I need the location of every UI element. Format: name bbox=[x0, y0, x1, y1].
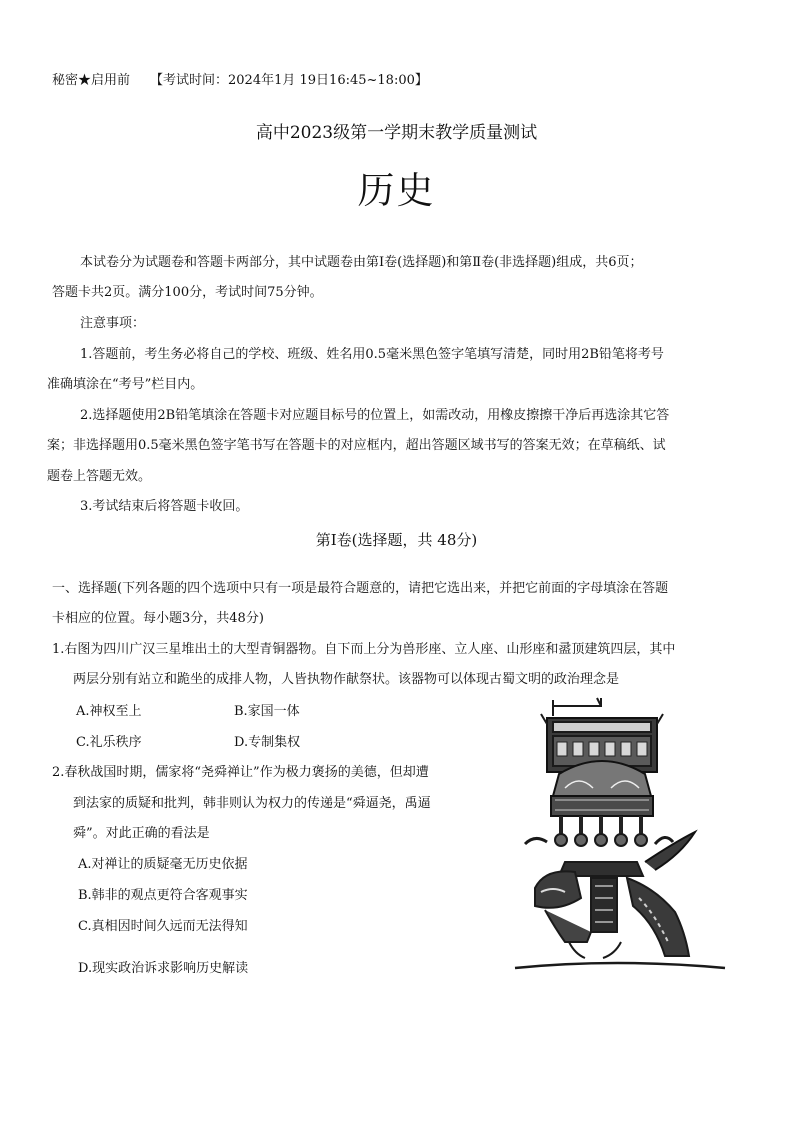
bronze-artifact-image bbox=[505, 692, 731, 976]
q1-option-c: C.礼乐秩序 bbox=[76, 735, 142, 750]
exam-title: 高中2023级第一学期末教学质量测试 bbox=[255, 123, 538, 143]
exam-time: 【考试时间：2024年1月 19日16:45~18:00】 bbox=[150, 73, 428, 88]
q2-option-a: A.对禅让的质疑毫无历史依据 bbox=[78, 857, 248, 872]
q2-option-b: B.韩非的观点更符合客观事实 bbox=[78, 888, 248, 903]
q2-stem-line-1: 2.春秋战国时期，儒家将“尧舜禅让”作为极力褒扬的美德，但却遭 bbox=[52, 765, 429, 780]
q1-option-a: A.神权至上 bbox=[76, 704, 142, 719]
q1-stem-line-1: 1.右图为四川广汉三星堆出土的大型青铜器物。自下而上分为兽形座、立人座、山形座和盝顶建筑四层，其中 bbox=[52, 642, 676, 657]
section-title: 第Ⅰ卷(选择题，共 48分) bbox=[315, 531, 478, 549]
part-instruction-line-2: 卡相应的位置。每小题3分，共48分) bbox=[52, 611, 264, 626]
note-2-line-1: 2.选择题使用2B铅笔填涂在答题卡对应题目标号的位置上，如需改动，用橡皮擦擦干净后再选涂其它答 bbox=[80, 408, 670, 423]
note-3-line-1: 3.考试结束后将答题卡收回。 bbox=[80, 499, 249, 514]
q1-stem-line-2: 两层分别有站立和跪坐的成排人物，人皆执物作献祭状。该器物可以体现古蜀文明的政治理念是 bbox=[73, 672, 620, 687]
q1-option-b: B.家国一体 bbox=[234, 704, 300, 719]
note-1-line-1: 1.答题前，考生务必将自己的学校、班级、姓名用0.5毫米黑色签字笔填写清楚，同时用2B铅笔将考号 bbox=[80, 347, 664, 362]
notes-heading: 注意事项： bbox=[80, 316, 146, 331]
q2-option-c: C.真相因时间久远而无法得知 bbox=[78, 919, 248, 934]
note-2-line-2: 案；非选择题用0.5毫米黑色签字笔书写在答题卡的对应框内，超出答题区域书写的答案无效；在草稿纸、试 bbox=[47, 438, 666, 453]
q2-option-d: D.现实政治诉求影响历史解读 bbox=[78, 961, 249, 976]
note-2-line-3: 题卷上答题无效。 bbox=[47, 469, 152, 484]
q1-option-d: D.专制集权 bbox=[234, 735, 301, 750]
exam-header bbox=[52, 69, 428, 88]
subject-title: 历史 bbox=[357, 169, 436, 212]
secret-label: 秘密★启用前 bbox=[52, 73, 131, 88]
note-1-line-2: 准确填涂在“考号”栏目内。 bbox=[47, 377, 204, 392]
part-instruction-line-1: 一、选择题(下列各题的四个选项中只有一项是最符合题意的，请把它选出来，并把它前面的字母填涂在答题 bbox=[52, 581, 669, 596]
q2-stem-line-3: 舜”。对此正确的看法是 bbox=[73, 826, 210, 841]
q2-stem-line-2: 到法家的质疑和批判，韩非则认为权力的传递是“舜逼尧，禹逼 bbox=[73, 796, 431, 811]
intro-line-1: 本试卷分为试题卷和答题卡两部分，其中试题卷由第Ⅰ卷(选择题)和第Ⅱ卷(非选择题)组成，共6页； bbox=[80, 255, 643, 270]
intro-line-2: 答题卡共2页。满分100分，考试时间75分钟。 bbox=[52, 285, 323, 300]
